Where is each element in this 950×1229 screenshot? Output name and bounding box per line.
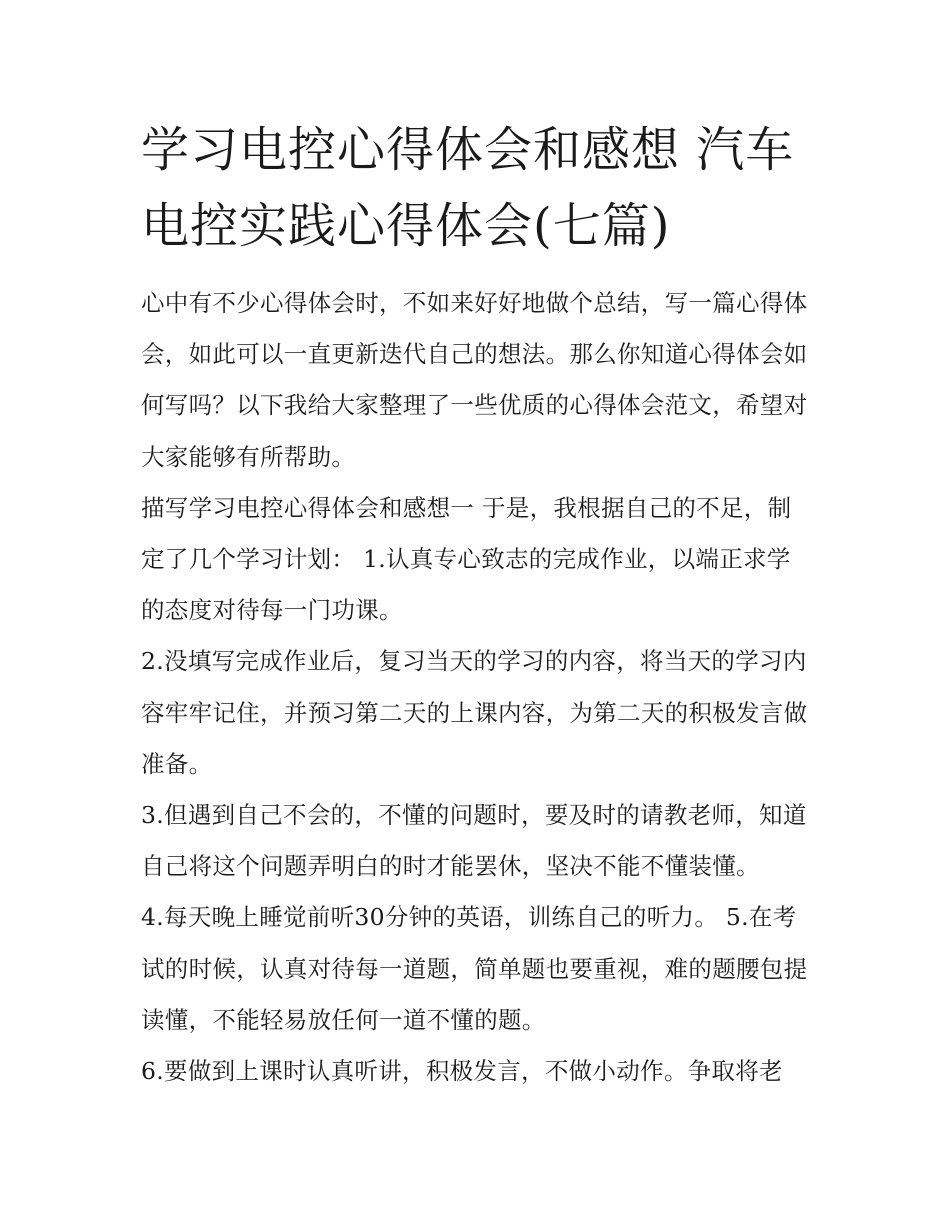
paragraph-item-4-5: 4.每天晚上睡觉前听30分钟的英语，训练自己的听力。 5.在考试的时候，认真对待每一道题，简单题也要重视，难的题腰包提读懂，不能轻易放任何一道不懂的题。 — [141, 903, 808, 1034]
paragraph-section-one: 描写学习电控心得体会和感想一 于是，我根据自己的不足，制定了几个学习计划： 1.认真专心致志的完成作业，以端正求学的态度对待每一门功课。 — [141, 493, 792, 625]
paragraph-intro: 心中有不少心得体会时，不如来好好地做个总结，写一篇心得体会，如此可以一直更新迭代自己的想法。那么你知道心得体会如何写吗？以下我给大家整理了一些优质的心得体会范文，希望对大家能够有所帮助。 — [141, 289, 808, 471]
document-body — [141, 278, 813, 1097]
paragraph-item-6: 6.要做到上课时认真听讲，积极发言，不做小动作。争取将老 — [141, 1057, 783, 1086]
paragraph-item-2: 2.没填写完成作业后，复习当天的学习的内容，将当天的学习内容牢牢记住，并预习第二天的上课内容，为第二天的积极发言做准备。 — [141, 647, 808, 778]
document-title: 学习电控心得体会和感想 汽车电控实践心得体会(七篇) — [141, 122, 795, 254]
paragraph-item-3: 3.但遇到自己不会的，不懂的问题时，要及时的请教老师，知道自己将这个问题弄明白的时才能罢休，坚决不能不懂装懂。 — [141, 801, 807, 881]
